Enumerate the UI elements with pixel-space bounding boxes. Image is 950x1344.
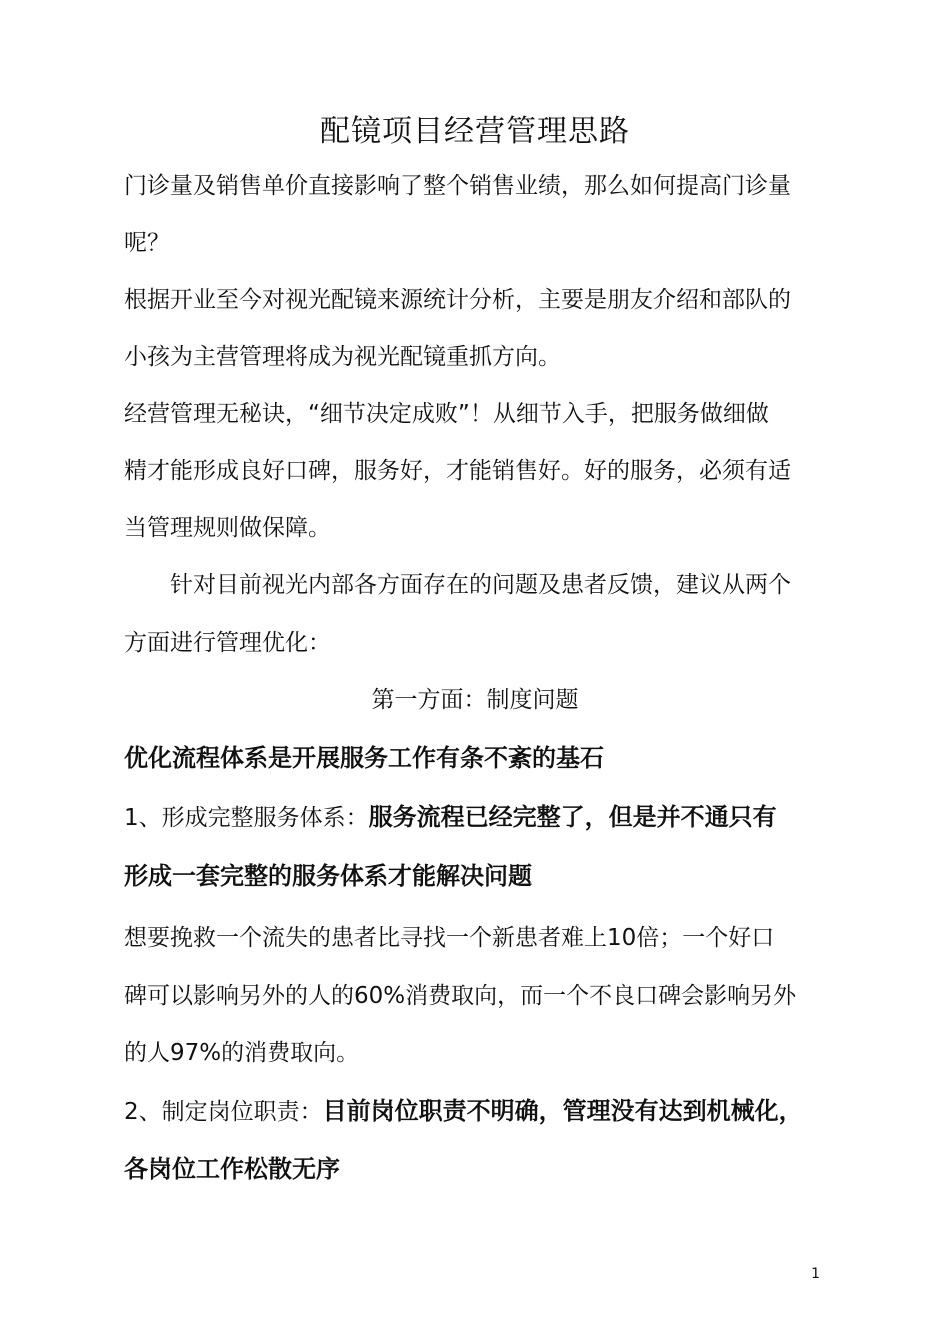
paragraph-line: 门诊量及销售单价直接影响了整个销售业绩，那么如何提高门诊量 — [124, 173, 791, 199]
paragraph-line: 小孩为主营管理将成为视光配镜重抓方向。 — [124, 344, 561, 370]
paragraph-line: 呢？ — [124, 230, 170, 256]
stats-line: 的人97%的消费取向。 — [124, 1040, 360, 1066]
item-1-label: 1、形成完整服务体系： — [124, 805, 369, 831]
item-2-line — [124, 1095, 836, 1128]
item-2-continuation: 各岗位工作松散无序 — [124, 1155, 340, 1183]
item-1-bold-text: 服务流程已经完整了，但是并不通只有 — [368, 803, 777, 831]
section-heading: 第一方面：制度问题 — [371, 687, 579, 713]
paragraph-line: 针对目前视光内部各方面存在的问题及患者反馈，建议从两个 — [124, 572, 791, 598]
paragraph-line: 当管理规则做保障。 — [124, 515, 331, 541]
item-2-label: 2、制定岗位职责： — [124, 1099, 323, 1125]
stats-line: 碑可以影响另外的人的60%消费取向，而一个不良口碑会影响另外 — [124, 983, 797, 1009]
stats-line: 想要挽救一个流失的患者比寻找一个新患者难上10倍；一个好口 — [124, 925, 775, 951]
page-number: 1 — [811, 1266, 820, 1282]
paragraph-line: 精才能形成良好口碑，服务好，才能销售好。好的服务，必须有适 — [124, 458, 791, 484]
bold-heading: 优化流程体系是开展服务工作有条不紊的基石 — [124, 744, 604, 772]
item-1-continuation: 形成一套完整的服务体系才能解决问题 — [124, 862, 532, 890]
paragraph-line: 经营管理无秘诀，“细节决定成败”！从细节入手，把服务做细做 — [124, 401, 769, 427]
document-title: 配镜项目经营管理思路 — [320, 114, 630, 149]
paragraph-line: 根据开业至今对视光配镜来源统计分析，主要是朋友介绍和部队的 — [124, 287, 791, 313]
paragraph-line: 方面进行管理优化： — [124, 630, 331, 656]
item-2-bold-text: 目前岗位职责不明确，管理没有达到机械化， — [322, 1097, 803, 1125]
item-1-line — [124, 801, 836, 834]
